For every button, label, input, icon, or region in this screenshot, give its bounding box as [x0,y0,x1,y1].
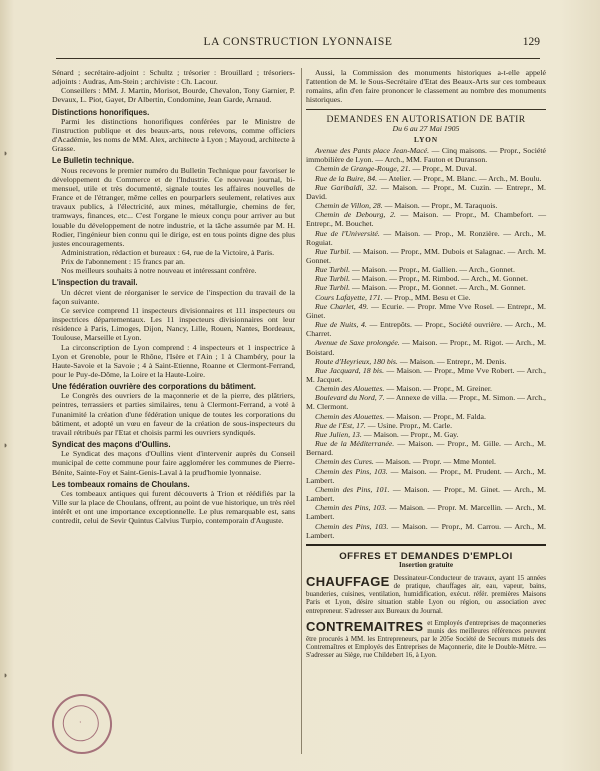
permit-entry [306,201,546,210]
paragraph: Le Syndicat des maçons d'Oullins vient d'intervenir auprès du Conseil municipal de cette commune pour faire agglomérer les communes de Pierre-Bénite, Sainte-Foy et Saint-Genis-Laval à la prud'homie lyonnaise. [52,449,295,477]
permit-details: — Cinq maisons. — Propr., Société immobilière de Lyon. — Arch., MM. Fauton et Duranson. [306,146,546,165]
margin-mark: ◗ [3,148,9,158]
permit-details: — Prop., MM. Besu et Cie. [382,292,471,302]
column-divider [301,68,302,754]
permit-entry [306,467,546,485]
permit-address: Rue Charlet, 49. [315,301,369,311]
permit-entry [306,412,546,421]
permit-address: Chemin des Cures. [315,457,374,467]
permit-entry [306,457,546,466]
permit-address: Chemin de Debourg, 2. [315,210,396,220]
permit-address: Chemin des Alouettes. [315,384,385,394]
page-number: 129 [522,36,540,48]
permit-entry [306,302,546,320]
permit-details: — Maison. — Propr., M. Gille. — Arch., M. Bernard. [306,439,546,458]
permit-details: — Maison. — Propr., M. Chambefort. — Entrepr., M. Bouchet. [306,210,546,229]
permit-details: — Maison. — Entrepr., M. Denis. [397,356,507,366]
left-column [52,68,295,526]
permit-details: — Maison. — Propr. — Mme Montel. [373,457,496,467]
ad-text: et Employés d'entreprises de maçonneries munis des meilleures références peuvent être procurés à MM. les Entrepreneurs, par le 205e Société de Secours mutuels des Contremaîtres et Employés des Entreprises de Maçonnerie, dite le Double-Mètre. — S'adresser au Siège, rue Childebert 16, à Lyon. [306,618,546,659]
permit-entry [306,503,546,521]
permit-details: — Ecurie. — Propr. Mme Vve Rosel. — Entrepr., M. Ginet. [306,301,546,320]
demandes-title: DEMANDES EN AUTORISATION DE BATIR [326,113,526,125]
permit-entry [306,430,546,439]
permit-address: Chemin de Villon, 28. [315,201,383,211]
ad-keyword: CHAUFFAGE [306,574,390,590]
permit-details: — Usine. Propr., M. Carle. [365,420,453,430]
permit-entry [306,366,546,384]
permit-address: Rue de la Buire, 84. [315,173,378,183]
permit-details: — Maison. — Propr., M. Cuzin. — Entrepr., M. David. [306,182,546,201]
ad-keyword: CONTREMAITRES [306,618,424,634]
permit-address: Rue Turbil. [315,274,351,284]
insertion-note: Insertion gratuite [398,560,454,569]
permit-address: Route d'Heyrieux, 180 bis. [315,356,398,366]
demandes-dates: Du 6 au 27 Mai 1905 [392,123,460,133]
page-header [56,36,540,54]
permit-details: — Maison. — Propr., M. Gallien. — Arch., Gonnet. [350,265,515,275]
permit-address: Rue Garibaldi, 32. [315,182,378,192]
stamp-center: · [59,702,102,745]
permit-entry [306,265,546,274]
permit-address: Rue Turbil. [315,246,351,256]
paragraph: Aussi, la Commission des monuments historiques a-t-elle appelé l'attention de M. le Sous-Secrétaire d'Etat des Beaux-Arts sur ces tombeaux romains, afin d'en faire prononcer le classement au nombre des monuments historiques. [306,68,546,105]
permit-address: Avenue de Saxe prolongée. [315,338,400,348]
right-column [306,68,546,659]
permit-address: Rue Turbil. [315,265,351,275]
section-heading: L'inspection du travail. [52,278,138,288]
city-heading: LYON [413,135,439,144]
permit-details: — Maison. — Propr., M. Carrou. — Arch., M. Lambert. [306,521,546,540]
permit-entry [306,164,546,173]
permit-entry [306,183,546,201]
permit-list [306,146,546,540]
permit-entry [306,146,546,164]
paragraph: Parmi les distinctions honorifiques conférées par le Ministre de l'instruction publique et des beaux-arts, nous relevons, comme officiers d'Académie, les noms de MM. Alex, architecte à Lyon ; Mayoud, architecte à Grasse. [52,116,295,154]
ad-chauffage [306,574,546,614]
section-heading: Une fédération ouvrière des corporations du bâtiment. [52,382,256,392]
library-stamp [46,688,117,759]
permit-details: — Atelier. — Propr., M. Blanc. — Arch., M. Boulu. [377,173,542,183]
permit-entry [306,384,546,393]
permit-details: — Maison. — Propr., M. Greiner. [384,384,493,394]
permit-address: Chemin des Pins, 103. [315,521,389,531]
permit-address: Rue Turbil. [315,283,351,293]
permit-entry [306,485,546,503]
paragraph: Nous recevons le premier numéro du Bulletin Technique pour favoriser le développement du Commerce et de l'Industrie. Ce nouveau journal, bi-mensuel, utile et très documenté, signale toutes les affaires nouvelles de France et de l'étranger, même celles en pourparlers seulement, relatives aux travaux publics, à l'électricité, aux mines, métallurgie, chemins de fer, tramways, finances, etc... C'est l'organe le mieux conçu pour arriver au but louable du développement de notre industrie, et la tâche assumée par M. H. Rodier, l'ingénieur bien connu qui le dirige, est en tous points digne des plus justes encouragements. [52,165,295,248]
offres-title: OFFRES ET DEMANDES D'EMPLOI [339,550,513,562]
paragraph: Administration, rédaction et bureaux : 64, rue de la Victoire, à Paris. [61,247,275,257]
permit-details: — Maison. — Propr. M. Marcellin. — Arch., M. Lambert. [306,503,546,522]
paragraph: Prix de l'abonnement : 15 francs par an. [61,257,185,267]
permit-details: — Maison. — Propr., M. Ginet. — Arch., M. Lambert. [306,484,546,504]
paragraph: Conseillers : MM. J. Martin, Morisot, Bourde, Chevalon, Tony Garnier, P. Devaux, L. Piot, Gayet, Dr Albertin, Condomine, Jean Garde, Arnaud. [52,86,295,105]
permit-address: Avenue des Pants place Jean-Macé. [315,146,430,156]
permit-entry [306,283,546,292]
section-heading: Syndicat des maçons d'Oullins. [52,440,171,450]
permit-address: Chemin des Pins, 103. [315,466,388,476]
margin-mark: ◗ [3,670,9,680]
permit-address: Chemin des Pins, 103. [315,503,387,513]
permit-address: Chemin des Alouettes. [315,411,385,421]
permit-entry [306,338,546,356]
paragraph: Un décret vient de réorganiser le service de l'inspection du travail de la façon suivante. [52,287,295,306]
permit-address: Rue de la Méditerranée. [315,439,395,449]
offres-rule [306,544,546,546]
paragraph: Sénard ; secrétaire-adjoint : Schultz ; trésorier : Brouillard ; trésoriers-adjoints : Audras, Am-Stein ; archiviste : Ch. Lacour. [52,68,295,87]
paragraph: Le Congrès des ouvriers de la maçonnerie et de la pierre, des plâtriers, peintres, terrassiers et parties similaires, tenu à Clermont-Ferrand, a voté à l'unanimité la création d'une fédération unique de toutes les corporations du bâtiment, et adopté un vœu en faveur de la création de sous-inspecteurs du travail rétribués par l'Etat et choisis parmi les ouvriers syndiqués. [52,391,295,437]
permit-entry [306,229,546,247]
paragraph: Ce service comprend 11 inspecteurs divisionnaires et 111 inspecteurs ou inspectrices départementaux. Les 11 inspecteurs divisionnaires ont leur résidence à Paris, Limoges, Dijon, Nancy, Lille, Rouen, Nantes, Bordeaux, Toulouse, Marseille et Lyon. [52,305,295,343]
permit-address: Chemin de Grange-Rouge, 21. [315,164,411,174]
ad-contremaitres [306,619,546,659]
permit-details: — Maison. — Propr., M. Rigot. — Arch., M. Boistard. [306,338,546,357]
permit-entry [306,274,546,283]
section-rule [306,109,546,110]
permit-details: — Maison. — Propr., M. Gonnet. — Arch., M. Gonnet. [350,283,526,293]
permit-address: Chemin des Pins, 101. [315,484,390,494]
permit-entry [306,210,546,228]
permit-details: — Maison. — Propr., M. Taraquois. [382,201,498,211]
permit-entry [306,247,546,265]
permit-address: Rue de l'Université. [315,228,380,238]
journal-title: LA CONSTRUCTION LYONNAISE [203,36,393,48]
section-heading: Distinctions honorifiques. [52,107,150,117]
permit-details: — Maison. — Propr., M. Prudent. — Arch., M. Lambert. [306,466,547,485]
paragraph: Nos meilleurs souhaits à notre nouveau et intéressant confrère. [61,266,257,276]
ad-text: Dessinateur-Conducteur de travaux, ayant 15 années de pratique, chauffages air, eau, vapeur, bains, buanderies, cuisines, ventilation, humidification, exécut. référ. premières Maisons Paris et Lyon, désire situation stable Lyon ou région, ou association avec entrepreneur. S'adresser aux Bureaux du Journal. [306,574,546,615]
permit-address: Rue de l'Est, 17. [315,420,366,430]
permit-details: — Maison. — Propr., Mme Vve Robert. — Arch., M. Jacquet. [306,365,546,384]
header-rule [56,58,540,59]
permit-entry [306,357,546,366]
permit-details: — Maison. — Propr., M. Falda. [384,411,486,421]
permit-details: — Propr., M. Duval. [410,164,477,174]
section-heading: Les tombeaux romains de Choulans. [52,479,190,489]
permit-entry [306,320,546,338]
permit-address: Rue Julien, 13. [315,429,362,439]
permit-details: — Maison. — Propr., M. Gay. [361,429,459,439]
section-heading: Le Bulletin technique. [52,156,134,166]
permit-entry [306,293,546,302]
permit-entry [306,439,546,457]
permit-entry [306,393,546,411]
permit-details: — Entrepôts. — Propr., Société ouvrière. — Arch., M. Charret. [306,320,547,339]
permit-entry [306,174,546,183]
permit-details: — Maison. — Prop., M. Ronzière. — Arch., M. Roguiat. [306,228,547,247]
permit-address: Boulevard du Nord, 7. [315,393,385,403]
margin-mark: ◗ [3,440,9,450]
permit-details: — Annexe de villa. — Propr., M. Simon. — Arch., M. Clermont. [306,393,546,412]
permit-address: Rue de Nuits, 4. [315,320,367,330]
permit-details: — Maison. — Propr., MM. Dubois et Salagnac. — Arch. M. Gonnet. [306,246,546,265]
paragraph: Ces tombeaux antiques qui furent découverts à Trion et réédifiés par la Ville sur la place de Choulans, offrent, au point de vue historique, un très réel intérêt et ont une importance exceptionnelle. Le plus remarquable est, sans contredit, celui de Sevir Quintus Calvius Turpio, contemporain d'Auguste. [52,488,295,526]
permit-address: Rue Jacquard, 18 bis. [315,365,385,375]
paragraph: La circonscription de Lyon comprend : 4 inspecteurs et 1 inspectrice à Lyon et Grenoble, pour le Rhône, l'Isère et l'Ain ; 1 à Chambéry, pour la Haute-Savoie et la Savoie ; 4 à Saint-Etienne, Roanne et Clermont-Ferrand, pour le Puy-de-Dôme, la Loire et la Haute-Loire. [52,342,295,379]
permit-entry [306,522,546,540]
permit-details: — Maison. — Propr., M. Rimbod. — Arch., M. Gonnet. [350,274,528,284]
permit-address: Cours Lafayette, 171. [315,292,383,302]
permit-entry [306,421,546,430]
